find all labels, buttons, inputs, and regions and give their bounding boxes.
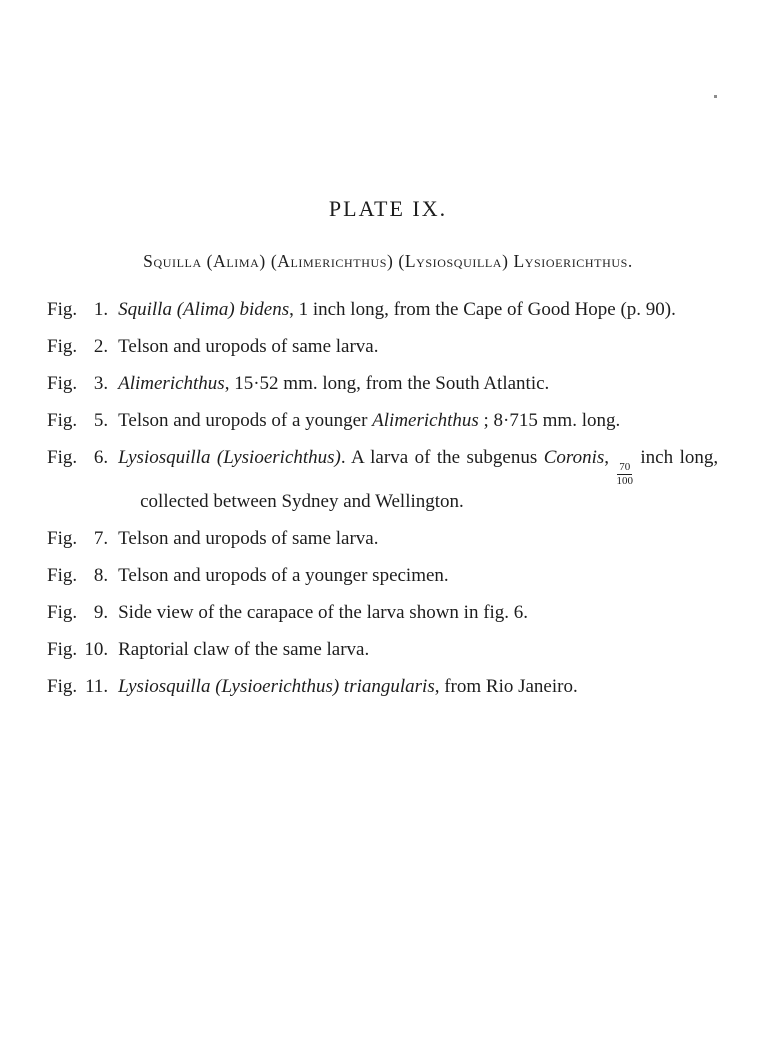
figure-entry [47, 636, 776, 663]
figure-entry [47, 562, 776, 589]
figure-number: 1. [93, 299, 109, 320]
taxon-name: Lysiosquilla (Lysioerichthus) [118, 447, 341, 468]
figure-number: 7. [93, 527, 109, 549]
figure-number: 9. [93, 601, 109, 623]
figure-number: 2. [93, 336, 109, 357]
figure-entry [47, 333, 776, 360]
caption-text: Telson and uropods of a younger specimen. [118, 564, 449, 586]
stacked-fraction: $\frac{70}{100}$ [616, 461, 633, 488]
figure-label: Fig. [47, 373, 78, 394]
figure-description [118, 673, 718, 700]
figure-description [118, 333, 718, 360]
figure-number: 11. [85, 675, 109, 697]
figure-entry [47, 525, 776, 552]
figure-description [118, 370, 718, 397]
caption-text: , [604, 447, 616, 468]
figure-number: 10. [84, 638, 109, 660]
scan-speck [714, 95, 717, 98]
plate-title: PLATE IX. [328, 196, 448, 221]
figure-description [118, 444, 718, 515]
figure-entry [47, 444, 776, 515]
figure-entry [47, 296, 776, 323]
figure-label: Fig. [47, 527, 78, 549]
figure-label: Fig. [47, 336, 78, 357]
figure-description [118, 407, 718, 434]
caption-text: ; 8·715 mm. long. [478, 410, 621, 431]
taxon-name: Alimerichthus [118, 373, 225, 394]
taxon-name: Coronis [543, 447, 605, 468]
caption-text: , 15·52 mm. long, from the South Atlantic. [224, 373, 550, 394]
taxon-name: Alimerichthus [372, 410, 479, 431]
figure-label: Fig. [47, 410, 78, 431]
figure-description [118, 296, 718, 323]
figure-entry [47, 370, 776, 397]
figure-description [118, 525, 718, 552]
plate-subtitle: Squilla (Alima) (Alimerichthus) (Lysiosquilla) Lysioerichthus. [143, 251, 633, 271]
figure-label: Fig. [47, 601, 78, 623]
caption-text: , from Rio Janeiro. [434, 675, 578, 697]
taxon-name: Lysiosquilla (Lysioerichthus) triangularis [118, 675, 435, 697]
figure-label: Fig. [47, 564, 78, 586]
figure-description [118, 599, 718, 626]
taxon-name: Squilla (Alima) bidens [118, 299, 290, 320]
figure-entry [47, 673, 776, 700]
figure-number: 6. [93, 447, 109, 468]
caption-text: Telson and uropods of a younger [118, 410, 373, 431]
caption-text: Side view of the carapace of the larva shown in fig. 6. [118, 601, 529, 623]
figure-description [118, 562, 718, 589]
figure-description [118, 636, 718, 663]
figure-label: Fig. [47, 638, 78, 660]
figure-label: Fig. [47, 447, 78, 468]
figure-list [47, 296, 776, 700]
figure-number: 8. [93, 564, 109, 586]
caption-text: Raptorial claw of the same larva. [118, 638, 370, 660]
figure-label: Fig. [47, 675, 78, 697]
figure-number: 5. [93, 410, 109, 431]
figure-entry [47, 599, 776, 626]
figure-label: Fig. [47, 299, 78, 320]
caption-text: Telson and uropods of same larva. [118, 336, 379, 357]
caption-text: Telson and uropods of same larva. [118, 527, 379, 549]
caption-text: . A larva of the subgenus [340, 447, 544, 468]
caption-text: , 1 inch long, from the Cape of Good Hope (p. 90). [289, 299, 676, 320]
figure-number: 3. [93, 373, 109, 394]
caption-text: inch long, collected between Sydney and Wellington. [140, 447, 719, 512]
figure-entry [47, 407, 776, 434]
